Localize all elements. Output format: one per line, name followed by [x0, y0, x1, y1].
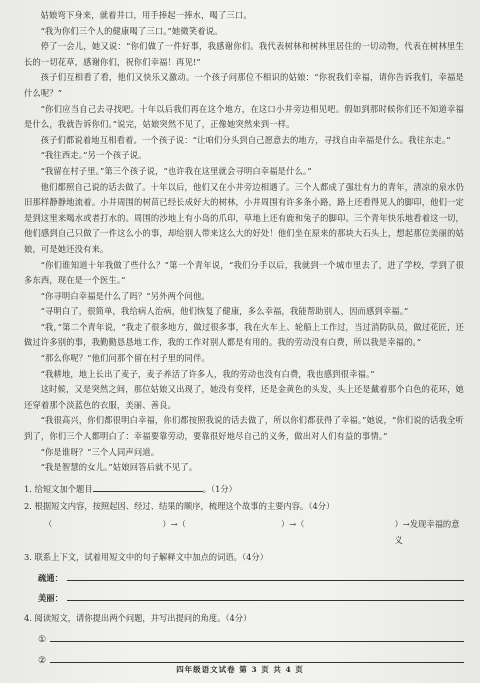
passage-paragraph: 这时候，又是突然之间，那位姑娘又出现了，她没有变样，还是金黄色的头发，头上还是戴着那个白色的花环，她还穿着那个淡蓝色的衣服，美丽、善良。 — [24, 384, 464, 410]
page-footer: 四年级语文试卷 第 3 页 共 4 页 — [176, 665, 304, 674]
question-1-blank[interactable] — [93, 481, 203, 492]
passage-paragraph: 姑娘弯下身来，就着井口，用手捧起一捧水，喝了三口。 — [40, 10, 252, 20]
passage-paragraph: “你们谁知道十年我做了些什么？”第一个青年说，“我们分手以后，我就到一个城市里去了，进了学校，学到了很多东西，现在是一个医生。” — [24, 259, 464, 286]
q3-answer-line-1[interactable] — [67, 570, 464, 581]
q3-answer-line-2[interactable] — [67, 590, 464, 601]
q3-answer-1[interactable] — [38, 570, 464, 587]
passage-paragraph: “寻明白了，很简单，我给病人治病，他们恢复了健康，多么幸福，我能帮助别人，因而感到幸福。” — [40, 306, 409, 317]
q2-box-cause[interactable] — [44, 517, 171, 533]
open-paren: （ — [296, 519, 305, 529]
q4-answer-1[interactable] — [38, 631, 464, 649]
q3-label-1: 疏通： — [38, 572, 63, 583]
passage-paragraph: “我往西走。”另一个孩子说。 — [40, 150, 147, 161]
close-paren: ） — [280, 519, 290, 529]
passage-paragraph: “你们应当自己去寻找吧。十年以后我们再在这个地方，在这口小井旁边相见吧。假如到那时候你们还不知道幸福是什么，我就告诉你们。”说完，姑娘突然不见了，正像她突然来到一样。 — [24, 103, 464, 130]
q4-mark-1: ① — [38, 634, 47, 645]
passage-paragraph: “我留在村子里。”第三个孩子说，“也许我在这里就会寻明白幸福是什么。” — [40, 165, 312, 176]
q3-label-2: 美丽： — [38, 593, 63, 604]
passage-paragraph: “我，”第二个青年说，“我走了很多地方，做过很多事，我在火车上、轮船上工作过，当过消防队员，做过花匠，还做过许多别的事，我勤勤恳恳地工作，我的工作对别人都是有用的。我的劳动没有白费，所以我是幸福的。” — [24, 321, 464, 348]
open-paren: （ — [177, 519, 186, 529]
q3-answer-2[interactable] — [38, 590, 464, 607]
question-2 — [24, 499, 464, 515]
question-1-suffix: 。（1分） — [202, 483, 237, 494]
passage-paragraph: “我是智慧的女儿。”姑娘回答后就不见了。 — [40, 462, 198, 473]
open-paren: （ — [44, 519, 53, 529]
reading-passage — [24, 8, 464, 476]
passage-paragraph: “我很高兴，你们都很明白幸福，你们都按照我说的话去做了，所以你们都获得了幸福。”她说，“你们说的话我全听到了，你们三个人都明白了：幸福要靠劳动，要靠很好地尽自己的义务，做出对人们有益的事情。” — [24, 415, 464, 442]
question-2-text: 2. 根据短文内容，按照起因、经过、结果的顺序，梳理这个故事的主要内容。（4分） — [24, 501, 335, 512]
q4-answer-line-2[interactable] — [50, 652, 464, 663]
question-1 — [24, 481, 464, 498]
arrow-icon: → — [289, 519, 297, 529]
question-4 — [24, 611, 464, 627]
passage-paragraph: “你寻明白幸福是什么了吗？”另外两个问他。 — [40, 290, 210, 301]
close-paren: ） — [162, 519, 171, 529]
q4-answer-line-1[interactable] — [50, 631, 464, 642]
passage-paragraph: “我为你们三个人的健康喝了三口。”她微笑着说。 — [40, 25, 223, 36]
passage-paragraph: “我耕地，地上长出了麦子，麦子养活了许多人，我的劳动也没有白费，我也感到很幸福。” — [40, 368, 375, 379]
question-3-text: 3. 联系上下文，试着用短文中的句子解释文中加点的词语。（4分） — [24, 552, 268, 563]
question-4-text: 4. 阅读短文，请你提出两个问题，并写出提问的角度。（4分） — [24, 612, 252, 623]
q2-box-process[interactable] — [178, 517, 290, 533]
passage-paragraph: 停了一会儿，她又说：“你们做了一件好事，我感谢你们。我代表树林和树林里居住的一切动物，代表在树林里生长的一切花草，感谢你们，祝你们幸福！再见!” — [24, 41, 464, 67]
q2-final-text: ）→发现幸福的意义 — [394, 519, 460, 545]
passage-paragraph: 他们都照自己说的话去做了。十年以后，他们又在小井旁边相遇了。三个人都成了强壮有力的青年，清凉的泉水仍旧那样静静地流着。小井周围的树苗已经长成好大的树林，小井周围有许多条小路，路上还看得见人的脚印，他们一定是到这里来喝水或者打水的。周围的沙地上有小岛的爪印，草地上还有鹿和兔子的脚印。三个青年快乐地看着这一切，他们感到自己只做了一件这么小的事，却给别人带来这么大的好处！他们坐在原来的那块大石头上，想起那位美丽的姑娘，可是她还没有来。 — [24, 181, 464, 254]
question-1-text: 1. 给短文加个题目 — [24, 483, 93, 494]
passage-paragraph: “那么你呢？”他们问那个留在村子里的同伴。 — [40, 353, 210, 364]
questions-section — [24, 481, 464, 670]
q4-mark-2: ② — [38, 656, 47, 667]
question-2-flow — [44, 517, 464, 548]
arrow-icon: → — [170, 519, 178, 529]
passage-paragraph: 孩子们都说着地互相看着。一个孩子说：“让咱们分头到自己愿意去的地方，寻找自由幸福是什么。我往东走。” — [40, 134, 451, 145]
question-3 — [24, 550, 464, 566]
passage-paragraph: 孩子们互相看了看，他们又快乐又激动。一个孩子问那位不相识的姑娘：“你祝我们幸福，请你告诉我们，幸福是什么呢？” — [24, 72, 464, 98]
q2-box-result[interactable] — [296, 517, 464, 548]
passage-paragraph: “你是谁呀？”三个人同声问道。 — [40, 446, 160, 457]
